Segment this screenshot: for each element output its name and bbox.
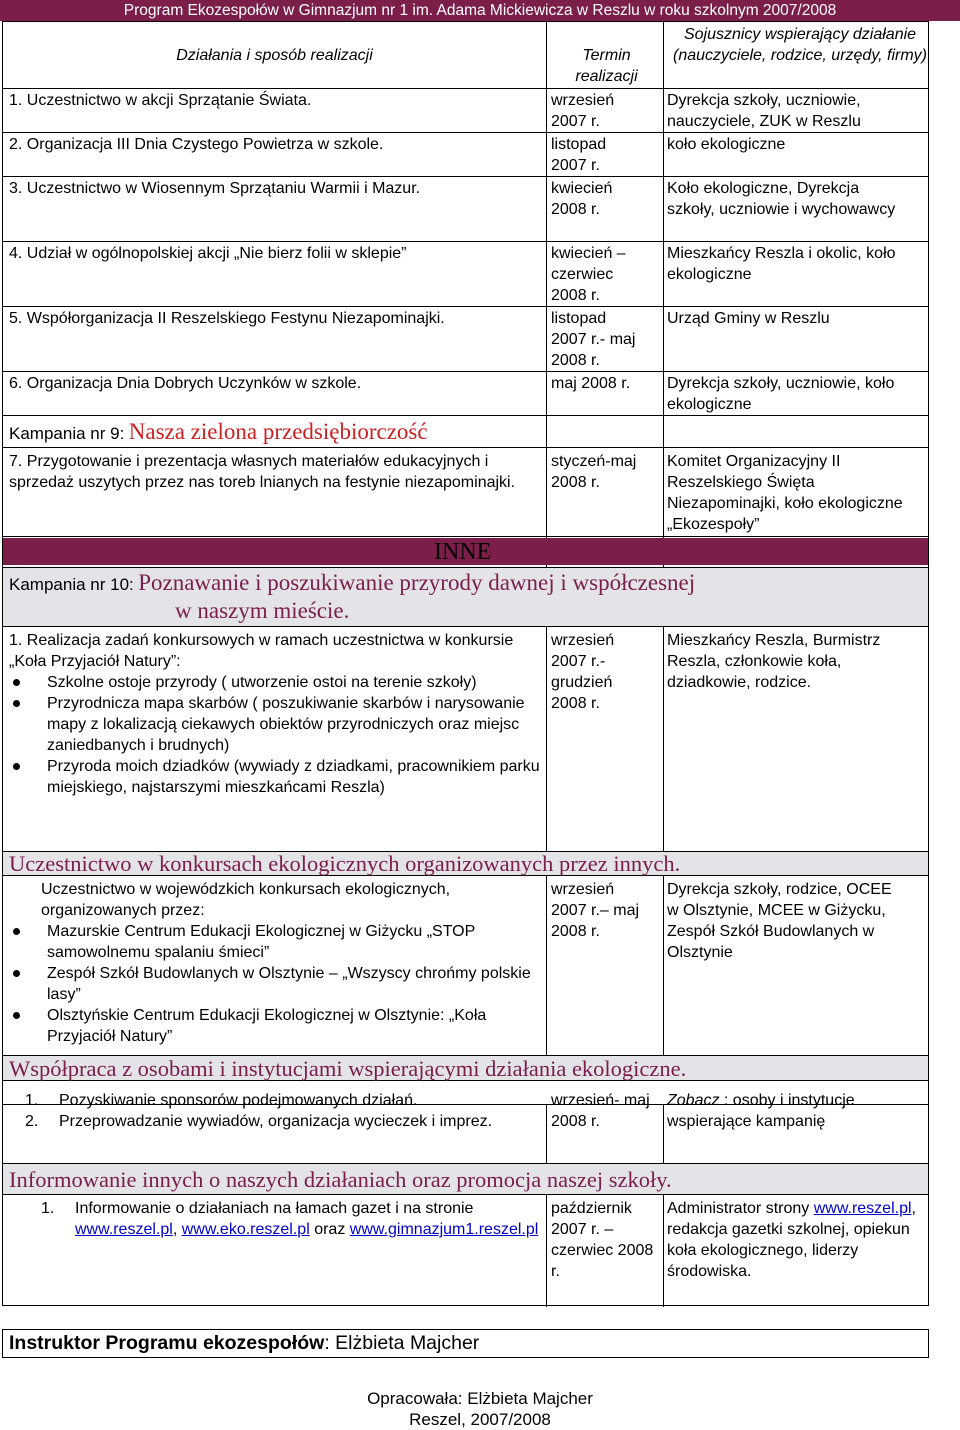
- link-reszel-admin[interactable]: www.reszel.pl: [813, 1200, 912, 1217]
- table-row-term: wrzesień- maj 2008 r.: [551, 1092, 650, 1130]
- allies-admin: Administrator strony: [667, 1200, 810, 1217]
- campaign-10-label: Kampania nr 10:: [9, 575, 134, 594]
- table-row-action: 5. Współorganizacja II Reszelskiego Festynu Niezapominajki.: [9, 310, 445, 327]
- campaign-10-action: [9, 630, 541, 798]
- table-row-term: wrzesień 2007 r.– maj 2008 r.: [551, 881, 640, 940]
- contests-title: Uczestnictwo w konkursach ekologicznych organizowanych przez innych.: [9, 851, 681, 876]
- program-table: [2, 21, 929, 1306]
- link-gimnazjum[interactable]: www.gimnazjum1.reszel.pl: [349, 1221, 539, 1238]
- list-number: 2.: [25, 1113, 39, 1130]
- promotion-title: Informowanie innych o naszych działaniach oraz promocja naszej szkoły.: [9, 1167, 672, 1192]
- allies-see-rest: : osoby i instytucje wspierające kampanię: [667, 1092, 855, 1130]
- campaign-10-title-line2: w naszym mieście.: [175, 598, 350, 623]
- table-row-term: wrzesień 2007 r.- grudzień 2008 r.: [551, 632, 615, 712]
- inne-banner: [3, 538, 928, 565]
- table-row-allies: Komitet Organizacyjny II Reszelskiego Święta Niezapominajki, koło ekologiczne „Ekozespoły”: [667, 453, 903, 533]
- cooperation-action: [25, 1090, 525, 1132]
- contests-action: [9, 879, 541, 1047]
- list-item-text: Pozyskiwanie sponsorów podejmowanych działań.: [59, 1092, 418, 1109]
- campaign-9-title: Nasza zielona przedsiębiorczość: [128, 419, 428, 444]
- table-row-allies: Dyrekcja szkoły, uczniowie, nauczyciele, ZUK w Reszlu: [667, 92, 861, 130]
- table-row-allies: Urząd Gminy w Reszlu: [667, 310, 830, 327]
- campaign-10-intro: 1. Realizacja zadań konkursowych w ramach uczestnictwa w konkursie „Koła Przyjaciół Natury”:: [9, 632, 514, 670]
- promotion-text-mid: oraz: [314, 1221, 346, 1238]
- table-row-action: 1. Uczestnictwo w akcji Sprzątanie Świata.: [9, 92, 312, 109]
- promotion-text: Informowanie o działaniach na łamach gazet i na stronie: [75, 1200, 474, 1217]
- table-row-allies: [667, 1090, 907, 1132]
- cooperation-title: Współpraca z osobami i instytucjami wspierającymi działania ekologiczne.: [9, 1056, 687, 1081]
- table-row-term: maj 2008 r.: [551, 375, 631, 392]
- campaign-9-heading: [9, 421, 428, 445]
- table-row-term: kwiecień – czerwiec 2008 r.: [551, 245, 626, 304]
- column-header-term: Termin realizacji: [575, 47, 638, 85]
- instructor-label: Instruktor Programu ekozespołów: [9, 1332, 325, 1354]
- inne-label: INNE: [434, 539, 492, 565]
- promotion-band: [3, 1164, 928, 1194]
- list-item: [25, 1090, 525, 1111]
- table-row-allies: Mieszkańcy Reszla, Burmistrz Reszla, członkowie koła, dziadkowie, rodzice.: [667, 632, 881, 691]
- instructor-box: [2, 1329, 929, 1358]
- contests-intro: Uczestnictwo w wojewódzkich konkursach ekologicznych, organizowanych przez:: [41, 881, 451, 919]
- list-item: Zespół Szkół Budowlanych w Olsztynie – „Wszyscy chrońmy polskie lasy”: [9, 963, 541, 1005]
- table-row-term: październik 2007 r. – czerwiec 2008 r.: [551, 1200, 654, 1280]
- list-item-text: Przeprowadzanie wywiadów, organizacja wycieczek i imprez.: [59, 1113, 493, 1130]
- table-row-term: listopad 2007 r.: [551, 136, 607, 174]
- column-header-allies: Sojusznicy wspierający działanie (nauczyciele, rodzice, urzędy, firmy): [673, 26, 927, 64]
- footer-author: Opracowała: Elżbieta Majcher: [367, 1389, 593, 1408]
- document-header-bar: Program Ekozespołów w Gimnazjum nr 1 im. Adama Mickiewicza w Reszlu w roku szkolnym 2007/2008: [0, 0, 960, 21]
- list-number: 1.: [25, 1092, 39, 1109]
- footer-place-year: Reszel, 2007/2008: [409, 1410, 551, 1429]
- list-item: Przyroda moich dziadków (wywiady z dziadkami, pracownikiem parku miejskiego, najstarszymi mieszkańcami Reszla): [9, 756, 541, 798]
- list-item: [25, 1111, 525, 1132]
- table-row-action: 7. Przygotowanie i prezentacja własnych materiałów edukacyjnych i sprzedaż uszytych przez nas toreb lnianych na festynie niezapominajki.: [9, 453, 516, 491]
- table-row-allies: Koło ekologiczne, Dyrekcja szkoły, uczniowie i wychowawcy: [667, 180, 896, 218]
- table-row-allies: Mieszkańcy Reszla i okolic, koło ekologiczne: [667, 245, 896, 283]
- instructor-name: : Elżbieta Majcher: [324, 1332, 480, 1354]
- table-row-action: 2. Organizacja III Dnia Czystego Powietrza w szkole.: [9, 136, 384, 153]
- table-row-action: 3. Uczestnictwo w Wiosennym Sprzątaniu Warmii i Mazur.: [9, 180, 421, 197]
- allies-rest: , redakcja gazetki szkolnej, opiekun koła ekologicznego, liderzy środowiska.: [667, 1200, 916, 1280]
- campaign-10-title-line1: Poznawanie i poszukiwanie przyrody dawnej i współczesnej: [138, 570, 696, 595]
- campaign-10-heading: [9, 572, 695, 596]
- allies-see-note: Zobacz: [667, 1092, 720, 1109]
- table-row-term: styczeń-maj 2008 r.: [551, 453, 637, 491]
- list-item: Przyrodnicza mapa skarbów ( poszukiwanie skarbów i narysowanie mapy z lokalizacją ciekawych obiektów przyrodniczych oraz miejsc zaniedbanych i brudnych): [9, 693, 541, 756]
- list-item: Szkolne ostoje przyrody ( utworzenie ostoi na terenie szkoły): [9, 672, 541, 693]
- contests-bullets: [9, 921, 541, 1047]
- list-item: Olsztyńskie Centrum Edukacji Ekologicznej w Olsztynie: „Koła Przyjaciół Natury”: [9, 1005, 541, 1047]
- link-reszel[interactable]: www.reszel.pl: [75, 1221, 173, 1238]
- link-eko-reszel[interactable]: www.eko.reszel.pl: [181, 1221, 310, 1238]
- cooperation-band: [3, 1056, 928, 1080]
- table-row-term: listopad 2007 r.- maj 2008 r.: [551, 310, 636, 369]
- list-item: Mazurskie Centrum Edukacji Ekologicznej w Giżycku „STOP samowolnemu spalaniu śmieci”: [9, 921, 541, 963]
- table-row-allies: Dyrekcja szkoły, rodzice, OCEE w Olsztynie, MCEE w Giżycku, Zespół Szkół Budowlanych w Olsztynie: [667, 881, 892, 961]
- campaign-10-band: [3, 568, 928, 626]
- contests-band: [3, 852, 928, 875]
- list-number: 1.: [41, 1200, 55, 1217]
- table-row-allies: Dyrekcja szkoły, uczniowie, koło ekologiczne: [667, 375, 895, 413]
- table-row-action: 4. Udział w ogólnopolskiej akcji „Nie bierz folii w sklepie”: [9, 245, 407, 262]
- table-row-action: 6. Organizacja Dnia Dobrych Uczynków w szkole.: [9, 375, 362, 392]
- campaign-9-label: Kampania nr 9:: [9, 424, 125, 443]
- table-row-term: kwiecień 2008 r.: [551, 180, 613, 218]
- column-header-actions: Działania i sposób realizacji: [176, 47, 373, 64]
- promotion-action: 1. Informowanie o działaniach na łamach gazet i na stronie www.reszel.pl, www.eko.reszel.pl oraz www.gimnazjum1.reszel.pl: [41, 1200, 539, 1238]
- table-row-allies: koło ekologiczne: [667, 136, 786, 153]
- table-row-term: wrzesień 2007 r.: [551, 92, 615, 130]
- table-row-allies: [667, 1198, 919, 1282]
- campaign-10-bullets: [9, 672, 541, 798]
